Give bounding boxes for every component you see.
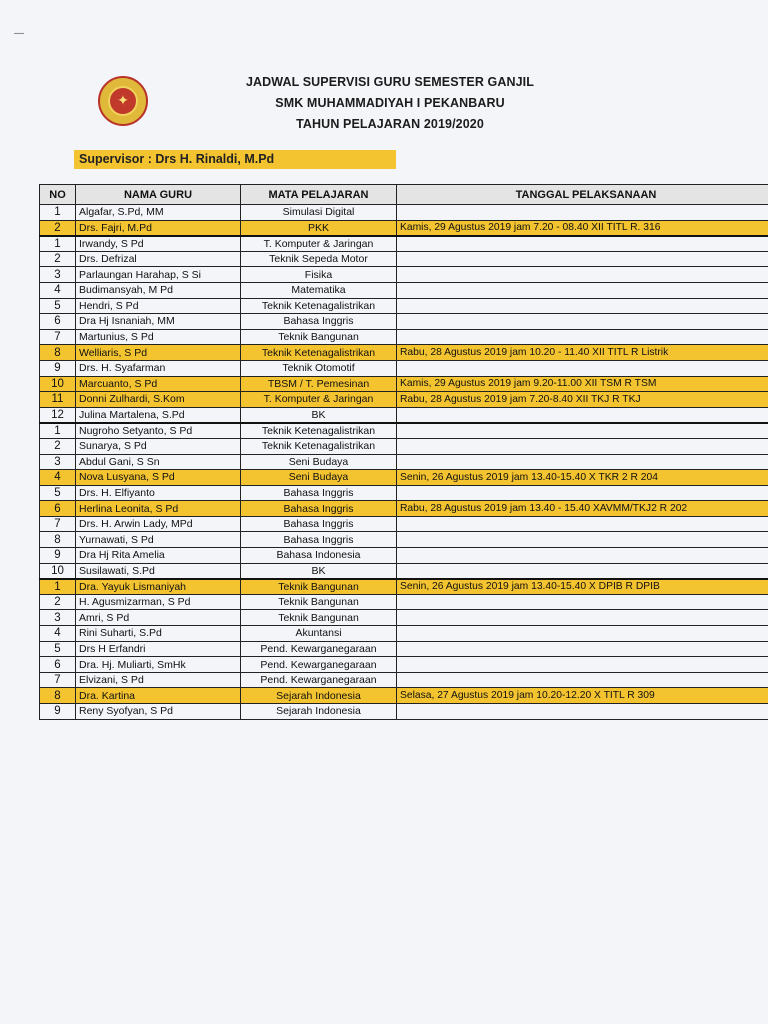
table-body [40, 205, 768, 720]
teacher-name: Martunius, S Pd [76, 329, 241, 345]
school-seal-icon [98, 76, 148, 126]
row-number: 1 [40, 236, 76, 252]
table-row [40, 485, 768, 501]
table-row [40, 392, 768, 408]
table-row [40, 360, 768, 376]
row-number: 4 [40, 626, 76, 642]
schedule-date [397, 516, 768, 532]
teacher-name: Yurnawati, S Pd [76, 532, 241, 548]
schedule-date: Rabu, 28 Agustus 2019 jam 13.40 - 15.40 XAVMM/TKJ2 R 202 [397, 501, 768, 517]
schedule-date [397, 423, 768, 439]
schedule-date [397, 282, 768, 298]
row-number: 2 [40, 594, 76, 610]
supervisor-label: Supervisor : Drs H. Rinaldi, M.Pd [74, 150, 396, 169]
schedule-date [397, 438, 768, 454]
teacher-name: Elvizani, S Pd [76, 672, 241, 688]
row-number: 11 [40, 392, 76, 408]
row-number: 6 [40, 314, 76, 330]
teacher-name: Amri, S Pd [76, 610, 241, 626]
row-number: 3 [40, 610, 76, 626]
schedule-date [397, 704, 768, 720]
subject: Seni Budaya [241, 454, 397, 470]
table-row [40, 407, 768, 423]
table-row [40, 236, 768, 252]
teacher-name: Budimansyah, M Pd [76, 282, 241, 298]
row-number: 7 [40, 672, 76, 688]
teacher-name: Dra. Kartina [76, 688, 241, 704]
table-row [40, 298, 768, 314]
schedule-date [397, 610, 768, 626]
row-number: 7 [40, 329, 76, 345]
schedule-date [397, 548, 768, 564]
teacher-name: Parlaungan Harahap, S Si [76, 267, 241, 283]
subject: Bahasa Inggris [241, 485, 397, 501]
subject: T. Komputer & Jaringan [241, 236, 397, 252]
subject: Teknik Ketenagalistrikan [241, 423, 397, 439]
subject: PKK [241, 220, 397, 236]
schedule-date [397, 314, 768, 330]
table-row [40, 626, 768, 642]
schedule-date [397, 407, 768, 423]
schedule-date: Senin, 26 Agustus 2019 jam 13.40-15.40 X TKR 2 R 204 [397, 470, 768, 486]
subject: Teknik Ketenagalistrikan [241, 345, 397, 361]
table-row [40, 704, 768, 720]
teacher-name: Rini Suharti, S.Pd [76, 626, 241, 642]
schedule-date [397, 205, 768, 221]
schedule-date [397, 236, 768, 252]
row-number: 9 [40, 548, 76, 564]
table-row [40, 470, 768, 486]
table-row [40, 454, 768, 470]
subject: Bahasa Inggris [241, 314, 397, 330]
scan-speck: — [14, 28, 24, 39]
teacher-name: Drs. H. Arwin Lady, MPd [76, 516, 241, 532]
table-row [40, 532, 768, 548]
schedule-date [397, 251, 768, 267]
teacher-name: Welliaris, S Pd [76, 345, 241, 361]
subject: Bahasa Inggris [241, 501, 397, 517]
table-row [40, 282, 768, 298]
teacher-name: Drs. H. Elfiyanto [76, 485, 241, 501]
schedule-date [397, 626, 768, 642]
table-row [40, 267, 768, 283]
teacher-name: Marcuanto, S Pd [76, 376, 241, 392]
title-line-3: TAHUN PELAJARAN 2019/2020 [296, 117, 484, 131]
table-row [40, 501, 768, 517]
row-number: 2 [40, 438, 76, 454]
subject: Seni Budaya [241, 470, 397, 486]
teacher-name: Herlina Leonita, S Pd [76, 501, 241, 517]
schedule-date: Kamis, 29 Agustus 2019 jam 7.20 - 08.40 XII TITL R. 316 [397, 220, 768, 236]
teacher-name: Dra. Hj. Muliarti, SmHk [76, 657, 241, 673]
schedule-date [397, 454, 768, 470]
row-number: 10 [40, 563, 76, 579]
subject: Teknik Bangunan [241, 594, 397, 610]
row-number: 6 [40, 657, 76, 673]
title-line-1: JADWAL SUPERVISI GURU SEMESTER GANJIL [245, 75, 534, 89]
table-header-row [40, 185, 768, 205]
teacher-name: Sunarya, S Pd [76, 438, 241, 454]
teacher-name: Drs. H. Syafarman [76, 360, 241, 376]
row-number: 6 [40, 501, 76, 517]
row-number: 8 [40, 532, 76, 548]
header-tanggal: TANGGAL PELAKSANAAN [397, 185, 768, 205]
table-row [40, 688, 768, 704]
subject: Akuntansi [241, 626, 397, 642]
schedule-date: Selasa, 27 Agustus 2019 jam 10.20-12.20 X TITL R 309 [397, 688, 768, 704]
subject: Sejarah Indonesia [241, 688, 397, 704]
row-number: 10 [40, 376, 76, 392]
schedule-date: Rabu, 28 Agustus 2019 jam 7.20-8.40 XII TKJ R TKJ [397, 392, 768, 408]
table-row [40, 314, 768, 330]
teacher-name: Dra Hj Rita Amelia [76, 548, 241, 564]
row-number: 1 [40, 205, 76, 221]
header-no: NO [40, 185, 76, 205]
subject: Teknik Otomotif [241, 360, 397, 376]
subject: Teknik Bangunan [241, 579, 397, 595]
table-row [40, 641, 768, 657]
schedule-date [397, 485, 768, 501]
row-number: 3 [40, 454, 76, 470]
row-number: 7 [40, 516, 76, 532]
header-mata-pelajaran: MATA PELAJARAN [241, 185, 397, 205]
subject: Teknik Ketenagalistrikan [241, 438, 397, 454]
schedule-date [397, 594, 768, 610]
subject: Teknik Sepeda Motor [241, 251, 397, 267]
subject: Teknik Bangunan [241, 329, 397, 345]
schedule-date [397, 672, 768, 688]
schedule-date [397, 267, 768, 283]
document-header [160, 72, 620, 135]
schedule-date [397, 532, 768, 548]
table-row [40, 423, 768, 439]
subject: Bahasa Indonesia [241, 548, 397, 564]
teacher-name: H. Agusmizarman, S Pd [76, 594, 241, 610]
schedule-date [397, 329, 768, 345]
subject: BK [241, 407, 397, 423]
row-number: 2 [40, 251, 76, 267]
schedule-date: Rabu, 28 Agustus 2019 jam 10.20 - 11.40 XII TITL R Listrik [397, 345, 768, 361]
subject: Fisika [241, 267, 397, 283]
table-row [40, 516, 768, 532]
table-row [40, 251, 768, 267]
row-number: 8 [40, 345, 76, 361]
schedule-date [397, 360, 768, 376]
teacher-name: Nugroho Setyanto, S Pd [76, 423, 241, 439]
schedule-date [397, 641, 768, 657]
subject: Sejarah Indonesia [241, 704, 397, 720]
seal-star-icon: ✦ [117, 92, 129, 108]
row-number: 3 [40, 267, 76, 283]
schedule-date [397, 657, 768, 673]
teacher-name: Irwandy, S Pd [76, 236, 241, 252]
teacher-name: Drs. Fajri, M.Pd [76, 220, 241, 236]
table-row [40, 563, 768, 579]
row-number: 1 [40, 579, 76, 595]
row-number: 1 [40, 423, 76, 439]
table-row [40, 610, 768, 626]
teacher-name: Dra Hj Isnaniah, MM [76, 314, 241, 330]
table-row [40, 548, 768, 564]
subject: Teknik Ketenagalistrikan [241, 298, 397, 314]
subject: Pend. Kewarganegaraan [241, 641, 397, 657]
row-number: 2 [40, 220, 76, 236]
subject: BK [241, 563, 397, 579]
teacher-name: Algafar, S.Pd, MM [76, 205, 241, 221]
table-row [40, 205, 768, 221]
table-row [40, 220, 768, 236]
table-row [40, 329, 768, 345]
table-row [40, 672, 768, 688]
row-number: 8 [40, 688, 76, 704]
row-number: 12 [40, 407, 76, 423]
table-row [40, 345, 768, 361]
subject: Simulasi Digital [241, 205, 397, 221]
row-number: 5 [40, 641, 76, 657]
table-row [40, 594, 768, 610]
teacher-name: Drs. Defrizal [76, 251, 241, 267]
row-number: 5 [40, 485, 76, 501]
teacher-name: Reny Syofyan, S Pd [76, 704, 241, 720]
subject: Bahasa Inggris [241, 532, 397, 548]
schedule-table [39, 184, 768, 720]
teacher-name: Drs H Erfandri [76, 641, 241, 657]
subject: T. Komputer & Jaringan [241, 392, 397, 408]
seal-center [108, 86, 138, 116]
subject: Pend. Kewarganegaraan [241, 672, 397, 688]
title-line-2: SMK MUHAMMADIYAH I PEKANBARU [275, 96, 505, 110]
table-row [40, 376, 768, 392]
table-row [40, 657, 768, 673]
teacher-name: Hendri, S Pd [76, 298, 241, 314]
schedule-date [397, 563, 768, 579]
subject: Pend. Kewarganegaraan [241, 657, 397, 673]
teacher-name: Dra. Yayuk Lismaniyah [76, 579, 241, 595]
schedule-date [397, 298, 768, 314]
schedule-date: Senin, 26 Agustus 2019 jam 13.40-15.40 X DPIB R DPIB [397, 579, 768, 595]
teacher-name: Julina Martalena, S.Pd [76, 407, 241, 423]
teacher-name: Nova Lusyana, S Pd [76, 470, 241, 486]
teacher-name: Susilawati, S.Pd [76, 563, 241, 579]
row-number: 4 [40, 470, 76, 486]
subject: Teknik Bangunan [241, 610, 397, 626]
header-nama-guru: NAMA GURU [76, 185, 241, 205]
table-row [40, 579, 768, 595]
teacher-name: Donni Zulhardi, S.Kom [76, 392, 241, 408]
row-number: 5 [40, 298, 76, 314]
row-number: 9 [40, 704, 76, 720]
row-number: 9 [40, 360, 76, 376]
teacher-name: Abdul Gani, S Sn [76, 454, 241, 470]
schedule-date: Kamis, 29 Agustus 2019 jam 9.20-11.00 XII TSM R TSM [397, 376, 768, 392]
subject: Matematika [241, 282, 397, 298]
subject: Bahasa Inggris [241, 516, 397, 532]
subject: TBSM / T. Pemesinan [241, 376, 397, 392]
table-row [40, 438, 768, 454]
row-number: 4 [40, 282, 76, 298]
